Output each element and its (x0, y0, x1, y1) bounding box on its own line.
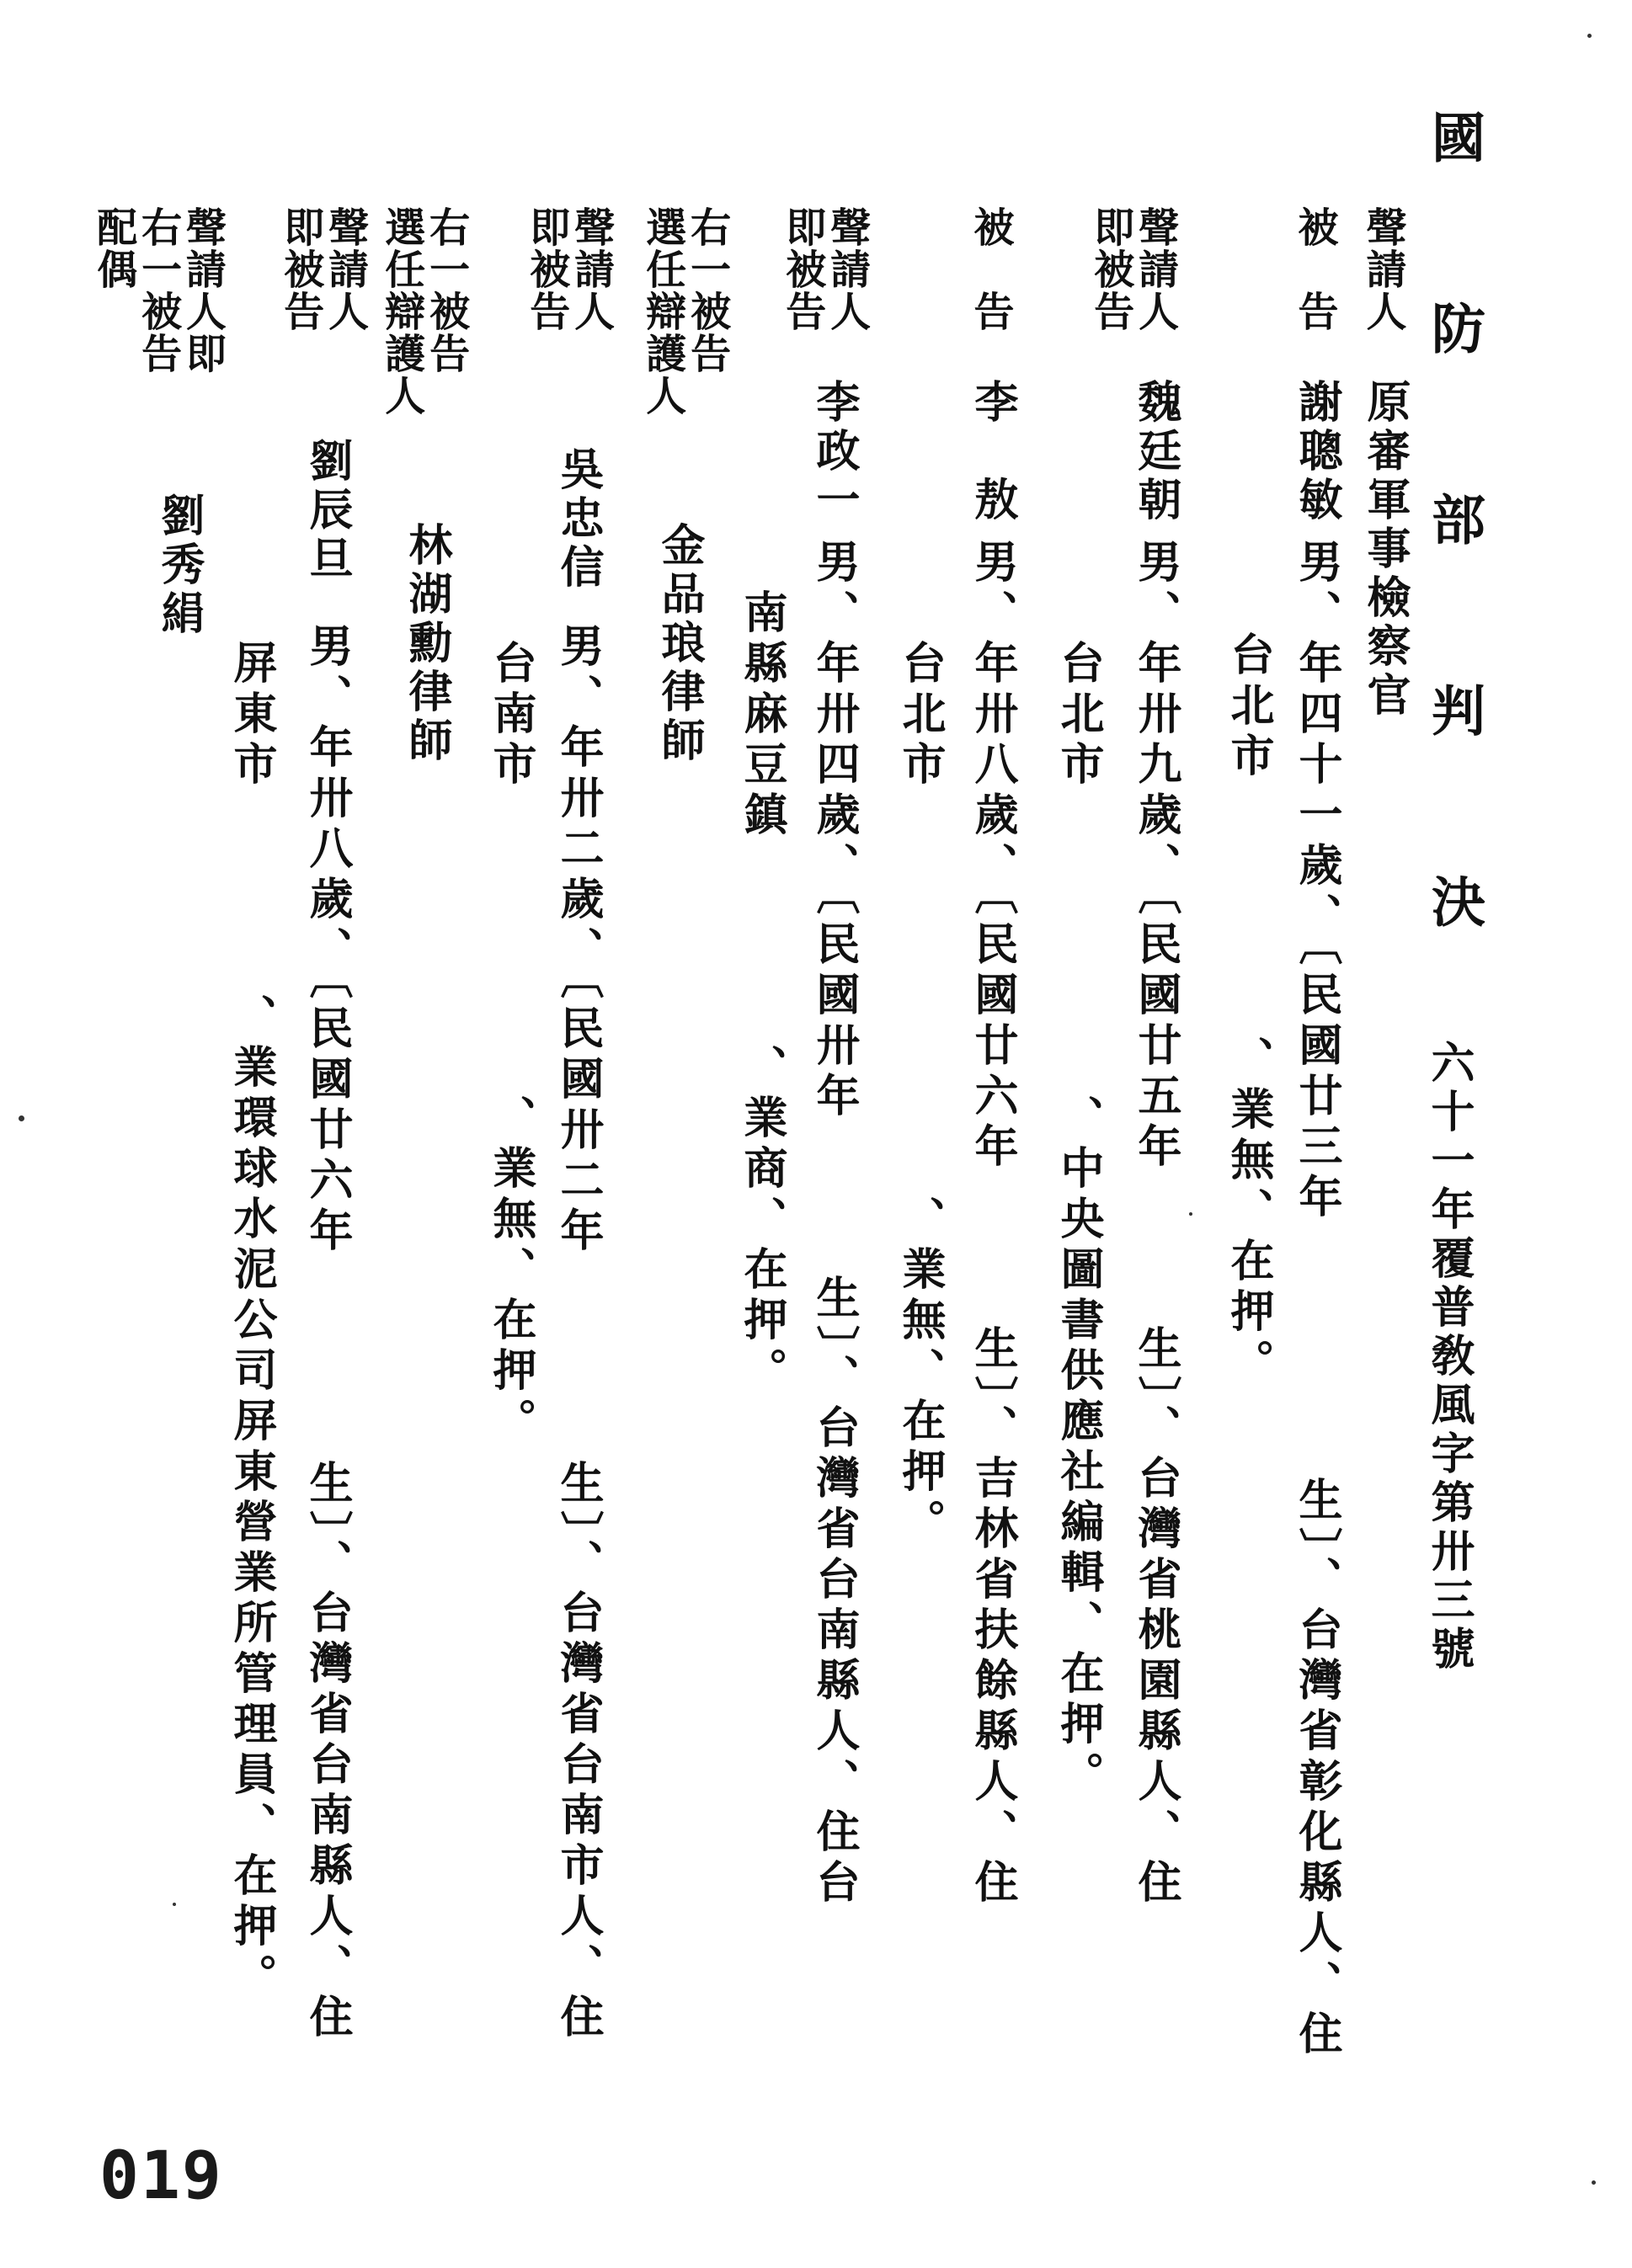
role-defendant-5: 聲請人 即被告 (522, 206, 615, 333)
name-defendant-1: 謝聰敏 (1291, 379, 1342, 525)
document-title: 國 防 部 判 決 (1422, 109, 1485, 965)
role-defendant-1: 被 告 (1291, 206, 1338, 333)
scan-speck (1587, 34, 1592, 38)
scan-speck (1592, 2180, 1596, 2185)
name-spouse: 劉秀絹 (153, 492, 205, 639)
role-defendant-6: 聲請人 即被告 (276, 206, 369, 333)
scan-speck (1189, 1212, 1192, 1216)
page-number: 019 (99, 2138, 223, 2214)
info-defendant-3-cont: 台北市 、業無、在押。 (894, 539, 946, 1549)
role-counsel-2: 右一被告 選任辯護人 (377, 206, 470, 417)
role-defendant-3: 被 告 (967, 206, 1014, 333)
info-defendant-1-cont: 台北市 、業無、在押。 (1223, 379, 1274, 1389)
name-defendant-2: 魏廷朝 (1130, 379, 1181, 525)
role-defendant-2: 聲請人 即被告 (1086, 206, 1179, 333)
info-defendant-1: 男、年四十一歲、〔民國廿三年 生〕、台灣省彰化縣人、住 (1291, 539, 1342, 2061)
case-number: 六十一年覆普敎風字第卅三號 (1423, 1040, 1475, 1674)
name-counsel-2: 林湖勳律師 (401, 522, 452, 766)
info-defendant-5: 男、年卅二歲、〔民國卅二年 生〕、台灣省台南市人、住 (552, 623, 604, 2044)
role-counsel-1: 右一被告 選任辯護人 (638, 206, 731, 417)
role-defendant-4: 聲請人 即被告 (778, 206, 871, 333)
info-defendant-4-cont: 南縣麻豆鎮 、業商、在押。 (736, 539, 787, 1398)
role-prosecutor: 聲請人 (1359, 206, 1406, 333)
info-defendant-3: 男、年卅八歲、〔民國廿六年 生〕、吉林省扶餘縣人、住 (967, 539, 1018, 1909)
info-defendant-2: 男、年卅九歲、〔民國廿五年 生〕、台灣省桃園縣人、住 (1130, 539, 1181, 1909)
name-defendant-4: 李政一 (808, 379, 860, 525)
name-defendant-5: 吳忠信 (552, 446, 604, 593)
name-counsel-1: 金品琅律師 (653, 522, 705, 766)
info-defendant-4: 男、年卅四歲、〔民國卅年 生〕、台灣省台南縣人、住台 (808, 539, 860, 1909)
role-spouse: 聲請人即 右一被告 配偶 (89, 206, 227, 375)
info-defendant-2-cont: 台北市 、中央圖書供應社編輯、在押。 (1053, 539, 1104, 1802)
name-defendant-6: 劉辰旦 (301, 438, 353, 584)
info-defendant-6-cont: 屏東市 、業環球水泥公司屏東營業所管理員、在押。 (226, 539, 277, 2004)
name-prosecutor: 原審軍事檢察官 (1359, 379, 1411, 721)
scan-speck (19, 1115, 24, 1121)
info-defendant-6: 男、年卅八歲、〔民國廿六年 生〕、台灣省台南縣人、住 (301, 623, 353, 2044)
info-defendant-5-cont: 台南市 、業無、在押。 (485, 539, 536, 1448)
name-defendant-3: 李 敖 (967, 379, 1018, 525)
scan-speck (173, 1903, 176, 1906)
